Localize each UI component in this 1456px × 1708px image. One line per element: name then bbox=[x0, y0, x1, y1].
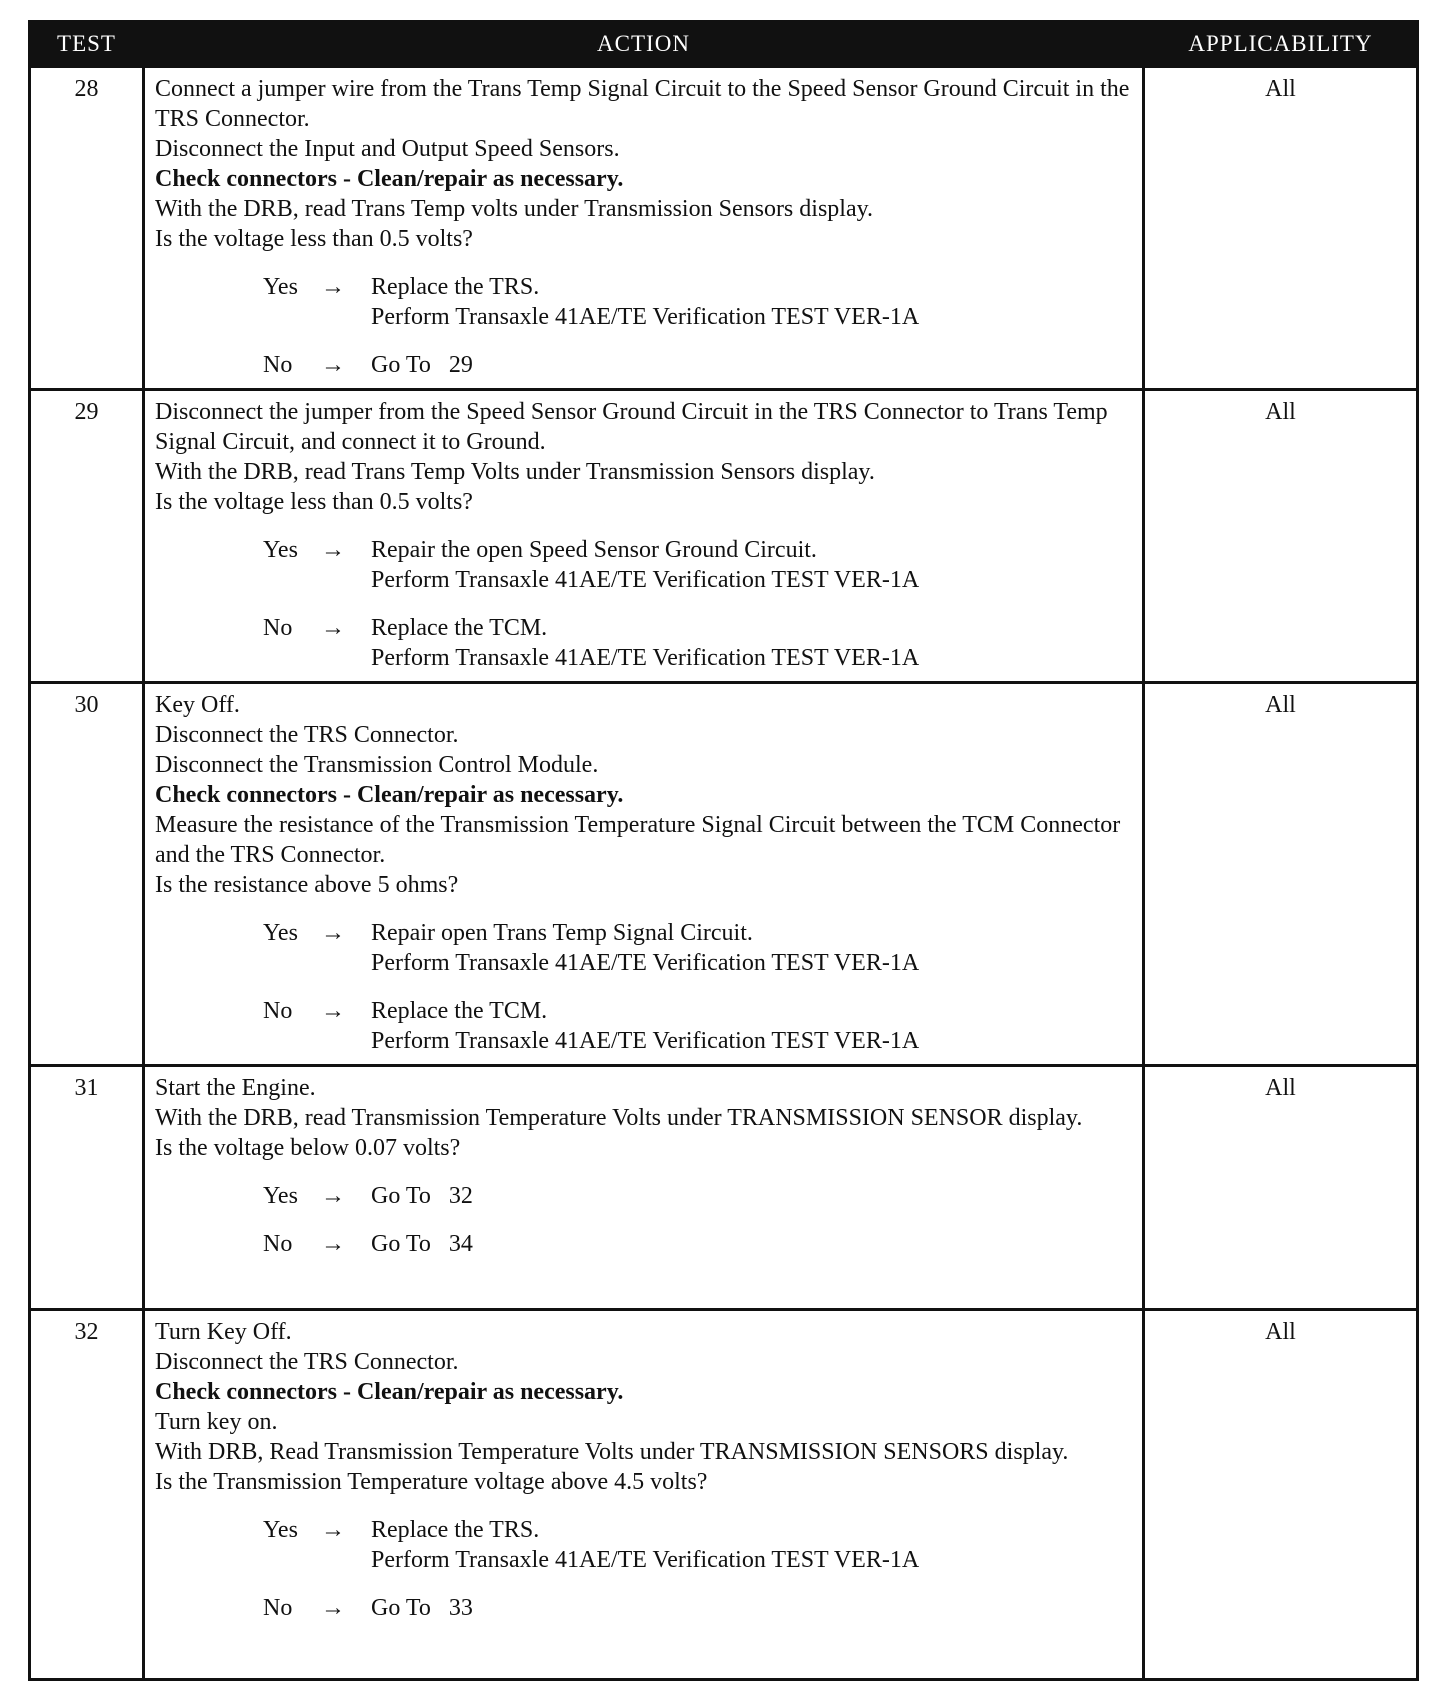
no-label: No bbox=[263, 998, 293, 1024]
action-step: With the DRB, read Trans Temp Volts under Transmission Sensors display. bbox=[155, 459, 875, 485]
table-header-row bbox=[30, 22, 1418, 67]
right-arrow-icon: → bbox=[321, 1595, 345, 1621]
answer-block bbox=[155, 535, 1134, 673]
column-header-applicability: APPLICABILITY bbox=[1144, 22, 1418, 67]
yes-answer bbox=[263, 272, 1134, 332]
action-step: Disconnect the jumper from the Speed Sensor Ground Circuit in the TRS Connector to Trans Temp Signal Circuit, and connect it to Ground. bbox=[155, 399, 1108, 455]
yes-result: Replace the TRS. bbox=[371, 274, 540, 300]
action-step: Start the Engine. bbox=[155, 1075, 316, 1101]
right-arrow-icon: → bbox=[321, 1517, 345, 1543]
applicability-value: All bbox=[1144, 67, 1418, 390]
answer-block bbox=[155, 1181, 1134, 1259]
action-step: Key Off. bbox=[155, 692, 240, 718]
action-step-bold: Check connectors - Clean/repair as necessary. bbox=[155, 166, 624, 192]
action-step: Is the Transmission Temperature voltage above 4.5 volts? bbox=[155, 1469, 708, 1495]
action-step: With the DRB, read Transmission Temperature Volts under TRANSMISSION SENSOR display. bbox=[155, 1105, 1083, 1131]
yes-result: Perform Transaxle 41AE/TE Verification TEST VER-1A bbox=[371, 304, 920, 330]
action-step: Is the resistance above 5 ohms? bbox=[155, 872, 459, 898]
action-step: Is the voltage less than 0.5 volts? bbox=[155, 226, 473, 252]
action-step: Disconnect the Input and Output Speed Sensors. bbox=[155, 136, 620, 162]
action-step: Connect a jumper wire from the Trans Temp Signal Circuit to the Speed Sensor Ground Circuit in the TRS Connector. bbox=[155, 76, 1130, 132]
no-label: No bbox=[263, 352, 293, 378]
no-result: Go To 34 bbox=[371, 1231, 473, 1257]
no-result: Go To 29 bbox=[371, 352, 473, 378]
yes-label: Yes bbox=[263, 537, 298, 563]
yes-result: Perform Transaxle 41AE/TE Verification TEST VER-1A bbox=[371, 950, 920, 976]
action-step: With the DRB, read Trans Temp volts under Transmission Sensors display. bbox=[155, 196, 874, 222]
no-result: Replace the TCM. bbox=[371, 615, 548, 641]
yes-answer bbox=[263, 1515, 1134, 1575]
yes-label: Yes bbox=[263, 920, 298, 946]
action-step: Is the voltage below 0.07 volts? bbox=[155, 1135, 461, 1161]
yes-answer bbox=[263, 535, 1134, 595]
action-step: Turn Key Off. bbox=[155, 1319, 292, 1345]
yes-result: Repair open Trans Temp Signal Circuit. bbox=[371, 920, 753, 946]
action-step: Measure the resistance of the Transmission Temperature Signal Circuit between the TCM Connector and the TRS Connector. bbox=[155, 812, 1121, 868]
diagnostic-test-table-page bbox=[28, 20, 1416, 1681]
yes-answer bbox=[263, 1181, 1134, 1211]
answer-block bbox=[155, 272, 1134, 380]
right-arrow-icon: → bbox=[321, 998, 345, 1024]
no-label: No bbox=[263, 1231, 293, 1257]
action-cell bbox=[144, 1066, 1144, 1310]
right-arrow-icon: → bbox=[321, 352, 345, 378]
right-arrow-icon: → bbox=[321, 615, 345, 641]
action-step-bold: Check connectors - Clean/repair as necessary. bbox=[155, 1379, 624, 1405]
diagnostic-test-table bbox=[28, 20, 1419, 1681]
action-cell bbox=[144, 1310, 1144, 1680]
action-step: Turn key on. bbox=[155, 1409, 278, 1435]
right-arrow-icon: → bbox=[321, 1183, 345, 1209]
applicability-value: All bbox=[1144, 390, 1418, 683]
action-step: Disconnect the Transmission Control Module. bbox=[155, 752, 599, 778]
test-number: 29 bbox=[30, 390, 144, 683]
table-row bbox=[30, 67, 1418, 390]
right-arrow-icon: → bbox=[321, 274, 345, 300]
column-header-test: TEST bbox=[30, 22, 144, 67]
no-label: No bbox=[263, 615, 293, 641]
no-answer bbox=[263, 613, 1134, 673]
right-arrow-icon: → bbox=[321, 1231, 345, 1257]
action-step: Is the voltage less than 0.5 volts? bbox=[155, 489, 473, 515]
yes-result: Perform Transaxle 41AE/TE Verification TEST VER-1A bbox=[371, 567, 920, 593]
no-label: No bbox=[263, 1595, 293, 1621]
no-answer bbox=[263, 1593, 1134, 1623]
table-row bbox=[30, 1310, 1418, 1680]
no-result: Go To 33 bbox=[371, 1595, 473, 1621]
yes-answer bbox=[263, 918, 1134, 978]
action-step-bold: Check connectors - Clean/repair as necessary. bbox=[155, 782, 624, 808]
table-row bbox=[30, 1066, 1418, 1310]
action-step: Disconnect the TRS Connector. bbox=[155, 722, 459, 748]
test-number: 32 bbox=[30, 1310, 144, 1680]
applicability-value: All bbox=[1144, 1310, 1418, 1680]
action-step: With DRB, Read Transmission Temperature Volts under TRANSMISSION SENSORS display. bbox=[155, 1439, 1069, 1465]
action-cell bbox=[144, 683, 1144, 1066]
yes-result: Go To 32 bbox=[371, 1183, 473, 1209]
applicability-value: All bbox=[1144, 1066, 1418, 1310]
yes-result: Perform Transaxle 41AE/TE Verification TEST VER-1A bbox=[371, 1547, 920, 1573]
column-header-action: ACTION bbox=[144, 22, 1144, 67]
no-answer bbox=[263, 996, 1134, 1056]
answer-block bbox=[155, 1515, 1134, 1623]
table-row bbox=[30, 683, 1418, 1066]
no-result: Perform Transaxle 41AE/TE Verification TEST VER-1A bbox=[371, 645, 920, 671]
right-arrow-icon: → bbox=[321, 537, 345, 563]
yes-label: Yes bbox=[263, 1517, 298, 1543]
no-answer bbox=[263, 350, 1134, 380]
action-step: Disconnect the TRS Connector. bbox=[155, 1349, 459, 1375]
test-number: 31 bbox=[30, 1066, 144, 1310]
action-cell bbox=[144, 390, 1144, 683]
yes-result: Repair the open Speed Sensor Ground Circuit. bbox=[371, 537, 817, 563]
yes-label: Yes bbox=[263, 274, 298, 300]
no-answer bbox=[263, 1229, 1134, 1259]
yes-label: Yes bbox=[263, 1183, 298, 1209]
yes-result: Replace the TRS. bbox=[371, 1517, 540, 1543]
table-row bbox=[30, 390, 1418, 683]
right-arrow-icon: → bbox=[321, 920, 345, 946]
action-cell bbox=[144, 67, 1144, 390]
applicability-value: All bbox=[1144, 683, 1418, 1066]
no-result: Replace the TCM. bbox=[371, 998, 548, 1024]
test-number: 30 bbox=[30, 683, 144, 1066]
answer-block bbox=[155, 918, 1134, 1056]
test-number: 28 bbox=[30, 67, 144, 390]
no-result: Perform Transaxle 41AE/TE Verification TEST VER-1A bbox=[371, 1028, 920, 1054]
